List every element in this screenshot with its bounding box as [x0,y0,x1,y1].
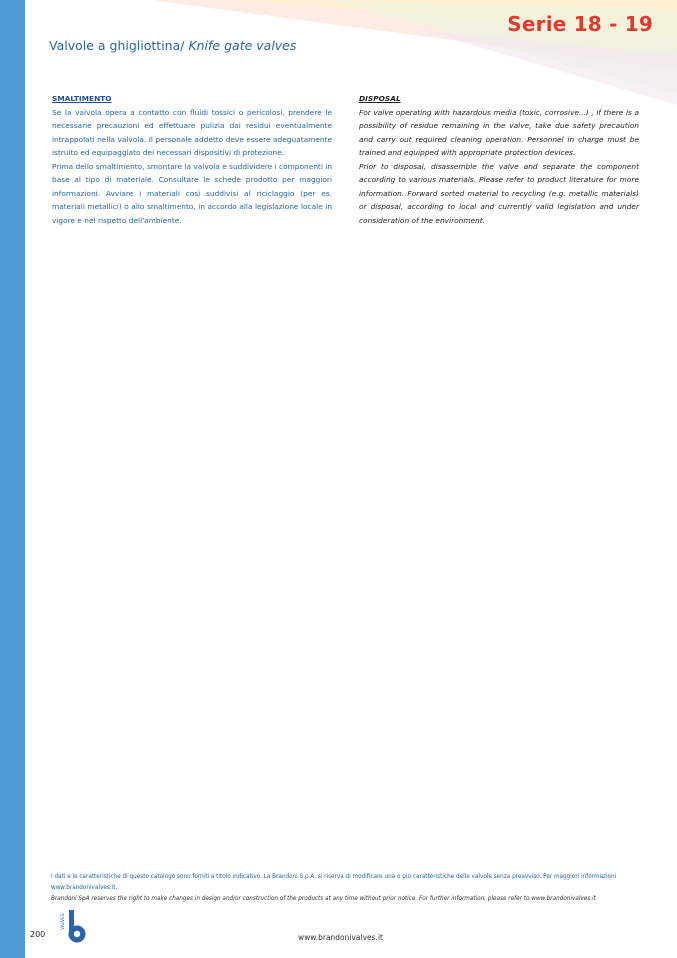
italian-paragraph-1: Se la valvola opera a contatto con fluidi tossici o pericolosi, prendere le necessarie precauzioni ed effettuare pulizia dai residui eventualmente intrappolati nella valvola. Il personale addetto deve essere adeguatamente istruito ed equipaggiato dei necessari dispositivi di protezione. [52,107,332,157]
brandoni-logo-icon [58,908,92,944]
series-title: Serie 18 - 19 [507,12,653,36]
italian-paragraph-2: Prima dello smaltimento, smontare la valvola e suddividere i componenti in base al tipo di materiale. Consultare le schede prodotto per maggiori informazioni. Avviare i materiali così suddivisi al riciclaggio (per es. materiali metallici) o allo smaltimento, in accordo alla legislazione locale in vigore e nel rispetto dell'ambiente. [52,161,332,225]
disclaimer-english: Brandoni SpA reserves the right to make changes in design and/or construction of the products at any time without prior notice. For further information, please refer to www.brandonivalves.it [51,896,596,902]
page-number: 200 [30,930,46,939]
english-heading: DISPOSAL [359,94,401,103]
left-accent-bar [0,0,25,958]
english-paragraph-2: Prior to disposal, disassemble the valve and separate the component according to various materials. Please refer to product literature for more information. Forward sorted material to recycling (e.g. metallic materials) or disposal, according to local and currently valid legislation and under consideration of the environment. [359,161,639,225]
disclaimer-italian: I dati e le caratteristiche di questo catalogo sono forniti a titolo indicativo. La Brandoni S.p.A. si riserva di modificare una o più caratteristiche delle valvole senza preavviso. Per maggiori informazioni www.brandonivalves.it. [51,874,617,891]
italian-heading: SMALTIMENTO [52,94,112,103]
footer-url: www.brandonivalves.it [298,933,383,942]
subtitle-italian: Valvole a ghigliottina/ [49,38,185,53]
subtitle-english: Knife gate valves [184,38,297,53]
english-column [359,92,639,227]
logo-text: VALVES [61,913,66,930]
disclaimer-footnote [51,872,661,905]
page-subtitle [49,38,296,53]
italian-column [52,92,332,227]
english-paragraph-1: For valve operating with hazardous media (toxic, corrosive...) , if there is a possibility of residue remaining in the valve, take due safety precaution and carry out required cleaning operation. Personnel in charge must be trained and equipped with appropriate protection devices. [359,107,639,157]
